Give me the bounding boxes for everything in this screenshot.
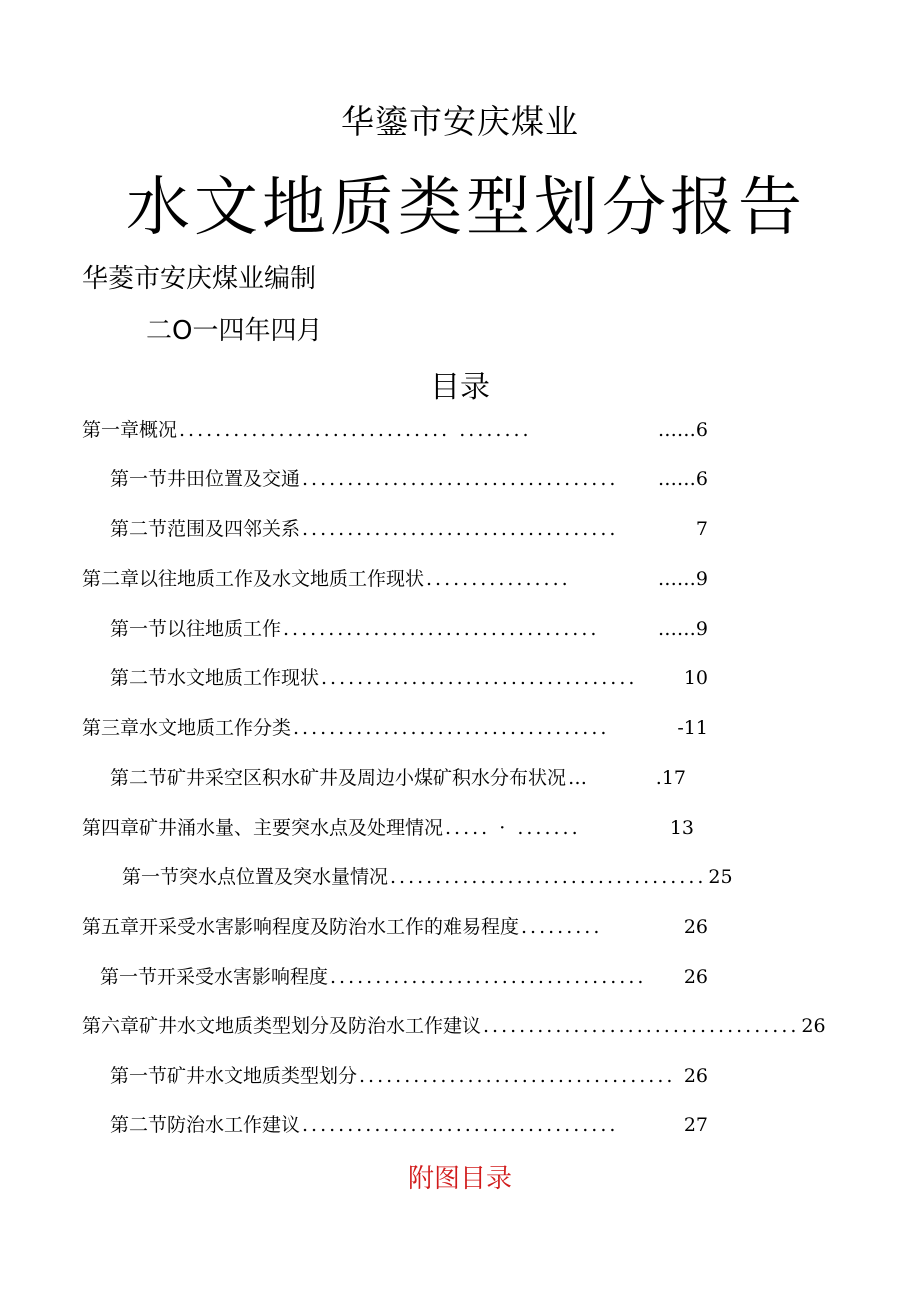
toc-entry-leader: ................ bbox=[426, 568, 571, 590]
report-title: 水文地质类型划分报告 bbox=[126, 171, 806, 245]
toc-entry-section-3-2[interactable] bbox=[110, 764, 686, 792]
toc-entry-section-1-1[interactable] bbox=[110, 465, 708, 493]
toc-entry-leader: ................................... bbox=[302, 468, 619, 490]
toc-heading: 目录 bbox=[430, 370, 490, 405]
toc-entry-leader: ..... · ....... bbox=[445, 817, 581, 839]
toc-entry-label: 第一节矿井水文地质类型划分 bbox=[110, 1065, 358, 1087]
toc-entry-leader: ................................... bbox=[359, 1065, 676, 1087]
toc-entry-section-4-1[interactable] bbox=[122, 863, 733, 891]
toc-entry-section-5-1[interactable] bbox=[100, 963, 708, 991]
toc-entry-page: 10 bbox=[683, 667, 708, 689]
toc-entry-label: 第六章矿井水文地质类型划分及防治水工作建议 bbox=[82, 1015, 482, 1037]
toc-entry-chapter-2[interactable] bbox=[82, 565, 708, 593]
toc-entry-section-6-1[interactable] bbox=[110, 1062, 708, 1090]
toc-entry-label: 第五章开采受水害影响程度及防治水工作的难易程度 bbox=[82, 916, 520, 938]
toc-entry-section-6-2[interactable] bbox=[110, 1111, 708, 1139]
toc-entry-chapter-5[interactable] bbox=[82, 913, 708, 941]
toc-entry-label: 第三章水文地质工作分类 bbox=[82, 717, 292, 739]
toc-entry-section-1-2[interactable] bbox=[110, 515, 708, 543]
toc-entry-leader: … bbox=[568, 767, 591, 789]
toc-entry-label: 第二节防治水工作建议 bbox=[110, 1114, 301, 1136]
toc-entry-section-2-2[interactable] bbox=[110, 664, 708, 692]
toc-entry-label: 第二节范围及四邻关系 bbox=[110, 518, 301, 540]
toc-entry-leader: ................................... bbox=[321, 667, 638, 689]
toc-entry-label: 第四章矿井涌水量、主要突水点及处理情况 bbox=[82, 817, 444, 839]
report-subtitle: 华鎏市安庆煤业 bbox=[341, 102, 579, 141]
toc-entry-section-2-1[interactable] bbox=[110, 615, 708, 643]
toc-entry-leader: ................................... bbox=[293, 717, 610, 739]
toc-entry-label: 第一节井田位置及交通 bbox=[110, 468, 301, 490]
toc-entry-chapter-3[interactable] bbox=[82, 714, 708, 742]
toc-entry-label: 第二节水文地质工作现状 bbox=[110, 667, 320, 689]
toc-entry-page: 26 bbox=[801, 1015, 826, 1037]
toc-entry-page: ……9 bbox=[657, 568, 708, 590]
toc-entry-page: 25 bbox=[708, 866, 733, 888]
toc-entry-leader: ................................... bbox=[330, 966, 647, 988]
report-date: 二O一四年四月 bbox=[146, 316, 323, 346]
toc-entry-leader: ................................... bbox=[283, 618, 600, 640]
toc-entry-chapter-1[interactable] bbox=[82, 416, 708, 444]
appendix-heading: 附图目录 bbox=[407, 1164, 512, 1194]
toc-entry-label: 第一章概况 bbox=[82, 419, 178, 441]
toc-entry-page: -11 bbox=[677, 717, 708, 739]
toc-entry-page: .17 bbox=[655, 767, 686, 789]
toc-entry-page: 7 bbox=[695, 518, 708, 540]
toc-entry-label: 第二章以往地质工作及水文地质工作现状 bbox=[82, 568, 425, 590]
toc-entry-page: 13 bbox=[669, 817, 694, 839]
toc-entry-page: ……6 bbox=[657, 419, 708, 441]
toc-entry-leader: ................................... bbox=[302, 1114, 619, 1136]
toc-entry-chapter-6[interactable] bbox=[82, 1012, 826, 1040]
toc-entry-label: 第一节突水点位置及突水量情况 bbox=[122, 866, 389, 888]
toc-entry-leader: .............................. ........ bbox=[179, 419, 532, 441]
toc-entry-page: 26 bbox=[683, 966, 708, 988]
compiler-line: 华菱市安庆煤业编制 bbox=[82, 264, 317, 294]
toc-entry-leader: ................................... bbox=[483, 1015, 800, 1037]
toc-entry-page: 26 bbox=[683, 916, 708, 938]
toc-entry-leader: ................................... bbox=[302, 518, 619, 540]
toc-entry-label: 第二节矿井采空区积水矿井及周边小煤矿积水分布状况 bbox=[110, 767, 567, 789]
toc-entry-page: 27 bbox=[683, 1114, 708, 1136]
toc-entry-page: ……9 bbox=[657, 618, 708, 640]
toc-entry-page: 26 bbox=[683, 1065, 708, 1087]
toc-entry-leader: ......... bbox=[521, 916, 603, 938]
toc-entry-label: 第一节开采受水害影响程度 bbox=[100, 966, 329, 988]
toc-entry-label: 第一节以往地质工作 bbox=[110, 618, 282, 640]
toc-entry-leader: ................................... bbox=[390, 866, 707, 888]
toc-entry-page: ……6 bbox=[657, 468, 708, 490]
toc-entry-chapter-4[interactable] bbox=[82, 814, 694, 842]
